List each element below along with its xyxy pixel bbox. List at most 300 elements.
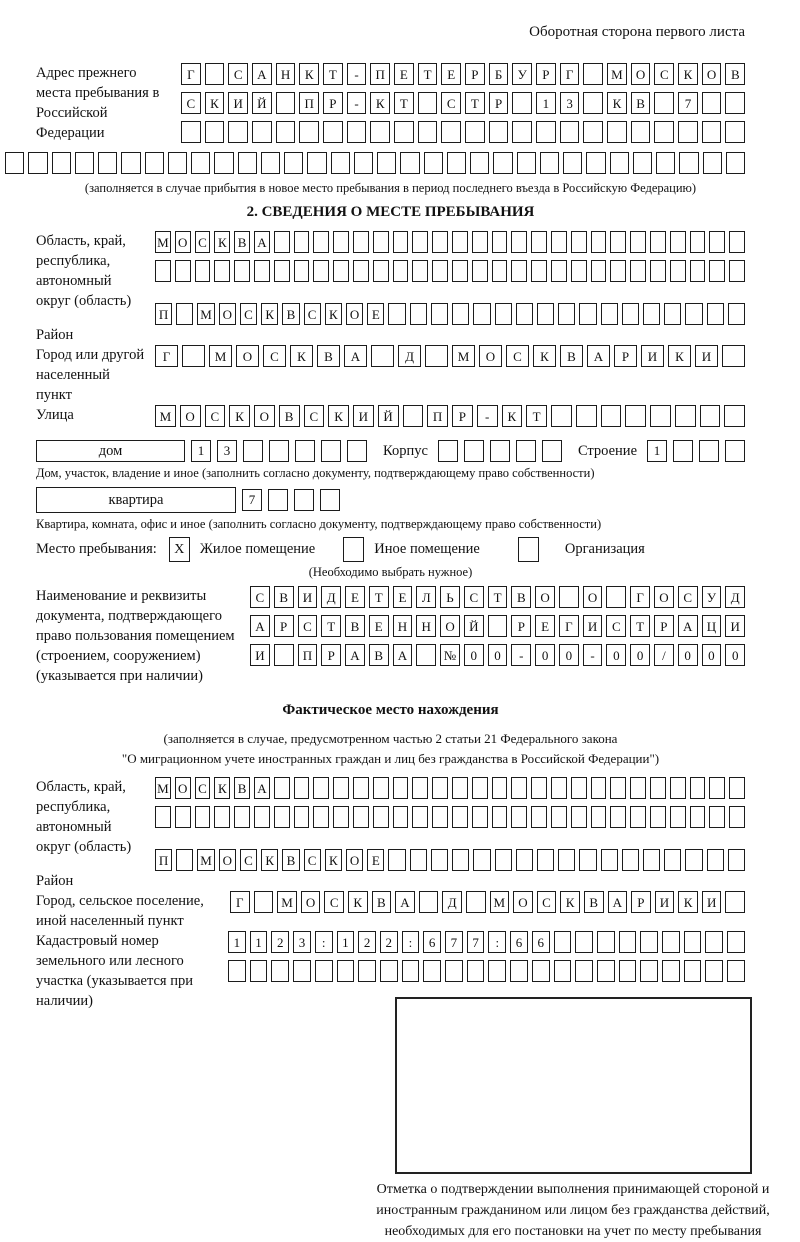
char-box[interactable]: Р (631, 891, 651, 913)
char-box[interactable]: 7 (242, 489, 262, 511)
char-box[interactable]: И (641, 345, 664, 367)
char-box[interactable] (662, 931, 680, 953)
char-box[interactable] (321, 440, 341, 462)
stay-type-checkbox-residential[interactable]: X (169, 537, 190, 562)
char-box[interactable] (640, 931, 658, 953)
char-box[interactable]: О (254, 405, 275, 427)
char-box[interactable]: 7 (445, 931, 463, 953)
char-box[interactable] (705, 931, 723, 953)
char-box[interactable] (293, 960, 311, 982)
char-box[interactable]: 0 (464, 644, 484, 666)
char-box[interactable]: 6 (510, 931, 528, 953)
char-box[interactable]: Е (394, 63, 414, 85)
char-box[interactable] (537, 849, 554, 871)
char-box[interactable]: Н (276, 63, 296, 85)
char-box[interactable]: К (261, 303, 278, 325)
char-box[interactable] (576, 405, 597, 427)
char-box[interactable] (670, 231, 686, 253)
char-box[interactable]: О (513, 891, 533, 913)
char-box[interactable] (531, 777, 547, 799)
char-box[interactable] (650, 405, 671, 427)
char-box[interactable] (467, 960, 485, 982)
char-box[interactable] (294, 777, 310, 799)
char-box[interactable] (542, 440, 562, 462)
char-box[interactable] (650, 231, 666, 253)
char-box[interactable]: Р (274, 615, 294, 637)
char-box[interactable]: : (315, 931, 333, 953)
char-box[interactable]: Е (535, 615, 555, 637)
char-box[interactable]: 1 (536, 92, 556, 114)
char-box[interactable] (729, 806, 745, 828)
char-box[interactable] (702, 121, 722, 143)
char-box[interactable] (551, 806, 567, 828)
char-box[interactable]: 3 (217, 440, 237, 462)
char-box[interactable]: А (254, 231, 270, 253)
char-box[interactable] (214, 806, 230, 828)
char-box[interactable] (254, 806, 270, 828)
char-box[interactable]: О (236, 345, 259, 367)
char-box[interactable] (294, 231, 310, 253)
char-box[interactable]: С (464, 586, 484, 608)
char-box[interactable] (276, 92, 296, 114)
char-box[interactable]: С (304, 303, 321, 325)
char-box[interactable]: К (370, 92, 390, 114)
char-box[interactable] (252, 121, 272, 143)
char-box[interactable] (271, 960, 289, 982)
char-box[interactable]: Е (367, 303, 384, 325)
char-box[interactable] (371, 345, 394, 367)
char-box[interactable]: 0 (702, 644, 722, 666)
char-box[interactable]: О (479, 345, 502, 367)
char-box[interactable]: Г (181, 63, 201, 85)
char-box[interactable]: И (583, 615, 603, 637)
char-box[interactable]: С (678, 586, 698, 608)
char-box[interactable]: Е (393, 586, 413, 608)
char-box[interactable]: Д (725, 586, 745, 608)
char-box[interactable]: Л (416, 586, 436, 608)
char-box[interactable] (679, 152, 698, 174)
char-box[interactable]: М (607, 63, 627, 85)
char-box[interactable]: И (228, 92, 248, 114)
char-box[interactable] (670, 806, 686, 828)
char-box[interactable] (472, 260, 488, 282)
char-box[interactable] (662, 960, 680, 982)
char-box[interactable] (452, 303, 469, 325)
char-box[interactable]: Т (321, 615, 341, 637)
char-box[interactable]: А (345, 644, 365, 666)
char-box[interactable]: - (583, 644, 603, 666)
char-box[interactable]: Р (465, 63, 485, 85)
char-box[interactable]: Т (369, 586, 389, 608)
char-box[interactable] (690, 806, 706, 828)
char-box[interactable] (601, 849, 618, 871)
char-box[interactable] (591, 806, 607, 828)
char-box[interactable] (380, 960, 398, 982)
char-box[interactable]: 2 (358, 931, 376, 953)
char-box[interactable]: С (228, 63, 248, 85)
char-box[interactable] (75, 152, 94, 174)
char-box[interactable] (670, 260, 686, 282)
char-box[interactable] (724, 405, 745, 427)
char-box[interactable] (452, 231, 468, 253)
char-box[interactable] (370, 121, 390, 143)
char-box[interactable]: В (560, 345, 583, 367)
char-box[interactable]: Е (369, 615, 389, 637)
char-box[interactable] (728, 303, 745, 325)
char-box[interactable] (516, 849, 533, 871)
char-box[interactable]: А (608, 891, 628, 913)
char-box[interactable] (294, 489, 314, 511)
char-box[interactable]: Й (464, 615, 484, 637)
char-box[interactable]: Р (323, 92, 343, 114)
char-box[interactable] (707, 303, 724, 325)
char-box[interactable] (261, 152, 280, 174)
char-box[interactable] (313, 777, 329, 799)
char-box[interactable] (176, 303, 193, 325)
char-box[interactable]: Г (230, 891, 250, 913)
char-box[interactable] (709, 260, 725, 282)
char-box[interactable]: К (299, 63, 319, 85)
char-box[interactable]: М (209, 345, 232, 367)
char-box[interactable]: 0 (606, 644, 626, 666)
char-box[interactable]: О (346, 849, 363, 871)
char-box[interactable] (725, 92, 745, 114)
char-box[interactable] (393, 806, 409, 828)
char-box[interactable]: 1 (647, 440, 667, 462)
char-box[interactable] (619, 960, 637, 982)
char-box[interactable]: Р (614, 345, 637, 367)
char-box[interactable] (654, 92, 674, 114)
char-box[interactable]: : (402, 931, 420, 953)
char-box[interactable]: С (240, 303, 257, 325)
char-box[interactable] (452, 849, 469, 871)
char-box[interactable] (583, 121, 603, 143)
char-box[interactable]: К (533, 345, 556, 367)
char-box[interactable]: И (250, 644, 270, 666)
char-box[interactable]: В (345, 615, 365, 637)
char-box[interactable] (492, 260, 508, 282)
char-box[interactable] (333, 806, 349, 828)
char-box[interactable] (416, 644, 436, 666)
char-box[interactable] (650, 806, 666, 828)
char-box[interactable]: - (511, 644, 531, 666)
char-box[interactable]: П (427, 405, 448, 427)
char-box[interactable]: 1 (228, 931, 246, 953)
char-box[interactable] (441, 121, 461, 143)
char-box[interactable]: В (369, 644, 389, 666)
char-box[interactable] (472, 806, 488, 828)
char-box[interactable] (393, 777, 409, 799)
char-box[interactable] (492, 806, 508, 828)
char-box[interactable] (625, 405, 646, 427)
char-box[interactable]: Т (418, 63, 438, 85)
char-box[interactable] (705, 960, 723, 982)
char-box[interactable]: М (197, 849, 214, 871)
char-box[interactable] (531, 231, 547, 253)
char-box[interactable]: М (155, 231, 171, 253)
char-box[interactable]: Т (465, 92, 485, 114)
char-box[interactable] (492, 777, 508, 799)
char-box[interactable] (563, 152, 582, 174)
char-box[interactable] (472, 777, 488, 799)
char-box[interactable] (472, 231, 488, 253)
char-box[interactable] (664, 303, 681, 325)
char-box[interactable]: В (317, 345, 340, 367)
char-box[interactable] (517, 152, 536, 174)
char-box[interactable] (313, 231, 329, 253)
char-box[interactable]: 0 (630, 644, 650, 666)
char-box[interactable] (597, 931, 615, 953)
char-box[interactable]: Б (489, 63, 509, 85)
char-box[interactable]: О (440, 615, 460, 637)
char-box[interactable]: 3 (560, 92, 580, 114)
char-box[interactable] (431, 303, 448, 325)
char-box[interactable] (333, 260, 349, 282)
char-box[interactable] (423, 960, 441, 982)
char-box[interactable]: 7 (678, 92, 698, 114)
char-box[interactable] (418, 92, 438, 114)
char-box[interactable] (619, 931, 637, 953)
char-box[interactable] (571, 231, 587, 253)
char-box[interactable] (5, 152, 24, 174)
char-box[interactable] (473, 849, 490, 871)
char-box[interactable]: С (298, 615, 318, 637)
char-box[interactable] (419, 891, 439, 913)
char-box[interactable]: Е (345, 586, 365, 608)
char-box[interactable]: Г (560, 63, 580, 85)
char-box[interactable]: В (282, 849, 299, 871)
char-box[interactable]: О (631, 63, 651, 85)
char-box[interactable]: 2 (380, 931, 398, 953)
char-box[interactable]: О (219, 849, 236, 871)
char-box[interactable] (465, 121, 485, 143)
char-box[interactable]: В (631, 92, 651, 114)
char-box[interactable]: К (214, 777, 230, 799)
char-box[interactable] (432, 777, 448, 799)
char-box[interactable]: С (205, 405, 226, 427)
char-box[interactable]: Ь (440, 586, 460, 608)
char-box[interactable] (274, 231, 290, 253)
char-box[interactable]: Т (323, 63, 343, 85)
char-box[interactable] (579, 849, 596, 871)
char-box[interactable] (333, 777, 349, 799)
char-box[interactable]: 1 (250, 931, 268, 953)
char-box[interactable]: С (304, 405, 325, 427)
char-box[interactable] (432, 231, 448, 253)
char-box[interactable]: С (250, 586, 270, 608)
char-box[interactable]: О (583, 586, 603, 608)
char-box[interactable]: К (214, 231, 230, 253)
char-box[interactable] (601, 303, 618, 325)
char-box[interactable] (551, 260, 567, 282)
char-box[interactable] (601, 405, 622, 427)
char-box[interactable] (195, 260, 211, 282)
char-box[interactable] (464, 440, 484, 462)
char-box[interactable] (473, 303, 490, 325)
char-box[interactable]: К (502, 405, 523, 427)
char-box[interactable] (195, 806, 211, 828)
char-box[interactable] (445, 960, 463, 982)
char-box[interactable] (466, 891, 486, 913)
char-box[interactable]: М (155, 405, 176, 427)
char-box[interactable] (630, 806, 646, 828)
char-box[interactable]: И (695, 345, 718, 367)
char-box[interactable] (591, 777, 607, 799)
char-box[interactable] (495, 303, 512, 325)
char-box[interactable]: С (654, 63, 674, 85)
char-box[interactable] (516, 303, 533, 325)
char-box[interactable] (284, 152, 303, 174)
char-box[interactable] (610, 260, 626, 282)
char-box[interactable]: М (277, 891, 297, 913)
char-box[interactable] (238, 152, 257, 174)
char-box[interactable] (551, 231, 567, 253)
char-box[interactable] (673, 440, 693, 462)
char-box[interactable] (709, 806, 725, 828)
char-box[interactable] (531, 260, 547, 282)
char-box[interactable] (155, 806, 171, 828)
char-box[interactable] (145, 152, 164, 174)
char-box[interactable] (307, 152, 326, 174)
char-box[interactable] (725, 440, 745, 462)
char-box[interactable]: Р (511, 615, 531, 637)
char-box[interactable] (493, 152, 512, 174)
char-box[interactable] (511, 231, 527, 253)
char-box[interactable] (591, 260, 607, 282)
char-box[interactable] (373, 806, 389, 828)
char-box[interactable]: К (560, 891, 580, 913)
char-box[interactable] (643, 303, 660, 325)
char-box[interactable] (702, 92, 722, 114)
char-box[interactable] (488, 960, 506, 982)
char-box[interactable] (488, 615, 508, 637)
char-box[interactable] (403, 405, 424, 427)
char-box[interactable]: 0 (488, 644, 508, 666)
char-box[interactable] (575, 931, 593, 953)
char-box[interactable] (410, 303, 427, 325)
char-box[interactable]: 6 (532, 931, 550, 953)
char-box[interactable] (729, 260, 745, 282)
stay-type-checkbox-other[interactable] (343, 537, 364, 562)
char-box[interactable] (512, 121, 532, 143)
char-box[interactable] (320, 489, 340, 511)
char-box[interactable]: В (279, 405, 300, 427)
char-box[interactable]: Р (536, 63, 556, 85)
char-box[interactable] (607, 121, 627, 143)
char-box[interactable] (690, 231, 706, 253)
char-box[interactable]: Д (321, 586, 341, 608)
char-box[interactable]: 0 (678, 644, 698, 666)
char-box[interactable] (709, 777, 725, 799)
char-box[interactable]: Й (252, 92, 272, 114)
char-box[interactable]: М (452, 345, 475, 367)
char-box[interactable]: В (234, 777, 250, 799)
char-box[interactable] (431, 849, 448, 871)
char-box[interactable]: 7 (467, 931, 485, 953)
char-box[interactable]: И (725, 615, 745, 637)
char-box[interactable] (214, 260, 230, 282)
char-box[interactable]: Н (393, 615, 413, 637)
char-box[interactable] (670, 777, 686, 799)
char-box[interactable]: П (370, 63, 390, 85)
char-box[interactable]: 1 (337, 931, 355, 953)
char-box[interactable] (703, 152, 722, 174)
char-box[interactable] (234, 806, 250, 828)
char-box[interactable] (725, 891, 745, 913)
char-box[interactable]: С (304, 849, 321, 871)
char-box[interactable] (516, 440, 536, 462)
char-box[interactable]: О (301, 891, 321, 913)
char-box[interactable] (606, 586, 626, 608)
char-box[interactable] (726, 152, 745, 174)
char-box[interactable]: Р (489, 92, 509, 114)
char-box[interactable] (373, 231, 389, 253)
char-box[interactable] (294, 260, 310, 282)
char-box[interactable]: В (234, 231, 250, 253)
char-box[interactable] (323, 121, 343, 143)
char-box[interactable] (684, 931, 702, 953)
char-box[interactable] (511, 806, 527, 828)
char-box[interactable]: К (290, 345, 313, 367)
char-box[interactable] (274, 806, 290, 828)
char-box[interactable]: И (353, 405, 374, 427)
char-box[interactable]: С (263, 345, 286, 367)
char-box[interactable] (412, 260, 428, 282)
char-box[interactable]: Т (526, 405, 547, 427)
char-box[interactable] (28, 152, 47, 174)
char-box[interactable] (551, 777, 567, 799)
char-box[interactable] (418, 121, 438, 143)
char-box[interactable]: М (155, 777, 171, 799)
char-box[interactable]: К (205, 92, 225, 114)
char-box[interactable]: И (655, 891, 675, 913)
char-box[interactable]: А (678, 615, 698, 637)
char-box[interactable] (337, 960, 355, 982)
char-box[interactable]: К (678, 63, 698, 85)
char-box[interactable] (299, 121, 319, 143)
char-box[interactable]: С (441, 92, 461, 114)
char-box[interactable] (400, 152, 419, 174)
char-box[interactable]: 0 (559, 644, 579, 666)
char-box[interactable] (269, 440, 289, 462)
char-box[interactable] (512, 92, 532, 114)
char-box[interactable] (554, 960, 572, 982)
char-box[interactable] (630, 231, 646, 253)
char-box[interactable] (558, 303, 575, 325)
char-box[interactable] (630, 777, 646, 799)
char-box[interactable] (571, 260, 587, 282)
char-box[interactable]: У (702, 586, 722, 608)
char-box[interactable] (707, 849, 724, 871)
char-box[interactable]: А (393, 644, 413, 666)
char-box[interactable] (373, 777, 389, 799)
char-box[interactable] (490, 440, 510, 462)
char-box[interactable]: С (506, 345, 529, 367)
char-box[interactable]: С (537, 891, 557, 913)
char-box[interactable] (313, 260, 329, 282)
char-box[interactable] (121, 152, 140, 174)
char-box[interactable] (650, 260, 666, 282)
char-box[interactable]: К (607, 92, 627, 114)
char-box[interactable]: О (180, 405, 201, 427)
char-box[interactable] (347, 440, 367, 462)
char-box[interactable] (228, 121, 248, 143)
char-box[interactable] (243, 440, 263, 462)
char-box[interactable] (540, 152, 559, 174)
char-box[interactable] (205, 63, 225, 85)
char-box[interactable]: К (668, 345, 691, 367)
char-box[interactable]: 3 (293, 931, 311, 953)
